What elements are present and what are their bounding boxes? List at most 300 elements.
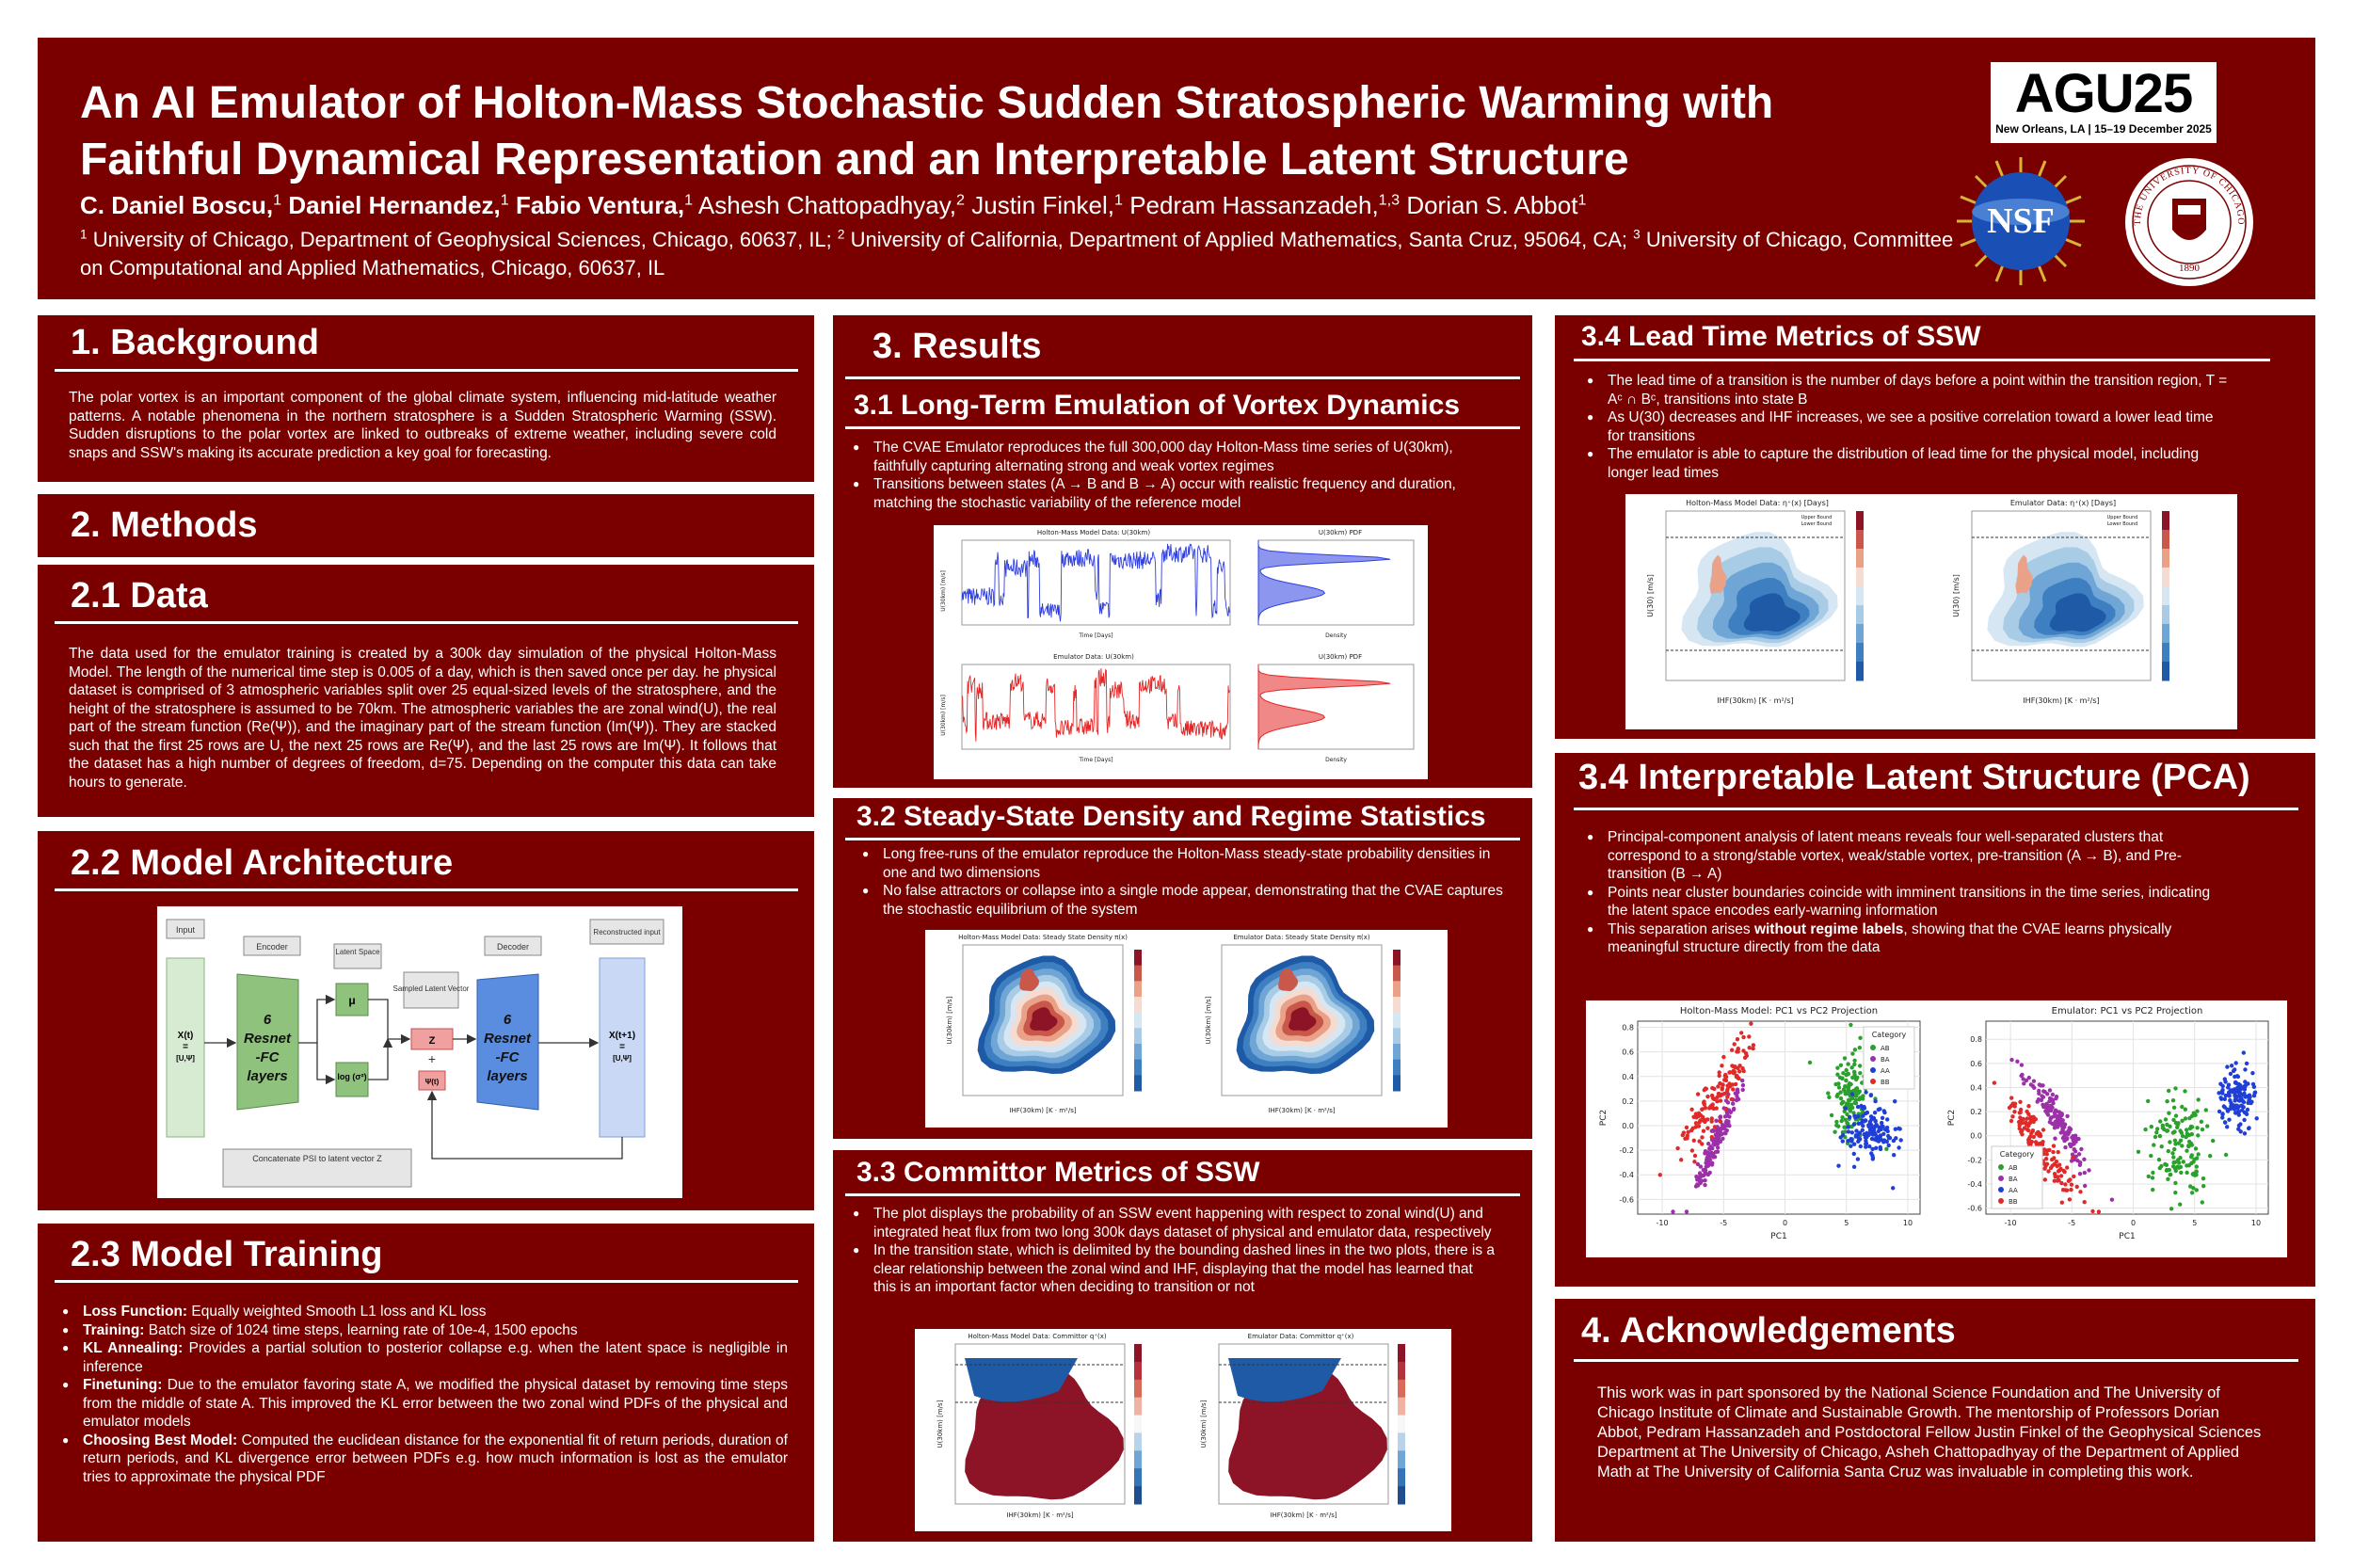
- scatter-point: [2243, 1067, 2247, 1071]
- scatter-point: [1858, 1046, 1862, 1049]
- scatter-point: [1711, 1153, 1715, 1157]
- colorbar-segment: [1134, 981, 1142, 997]
- scatter-point: [1697, 1124, 1701, 1128]
- colorbar-segment: [1134, 1398, 1142, 1416]
- scatter-point: [2023, 1126, 2026, 1129]
- scatter-point: [1856, 1091, 1860, 1095]
- scatter-point: [1844, 1092, 1848, 1096]
- scatter-point: [1727, 1114, 1731, 1118]
- scatter-point: [1854, 1134, 1858, 1138]
- scatter-point: [2010, 1114, 2014, 1118]
- y-tick-label: -0.4: [1619, 1171, 1634, 1180]
- scatter-point: [2151, 1171, 2154, 1175]
- scatter-point: [2009, 1119, 2013, 1123]
- figure-label: IHF(30km) [K · m²/s]: [1006, 1512, 1074, 1519]
- scatter-point: [1873, 1125, 1877, 1128]
- scatter-point: [1852, 1101, 1856, 1105]
- svg-text:1890: 1890: [2179, 263, 2200, 274]
- scatter-point: [1835, 1066, 1839, 1070]
- divider: [845, 838, 1520, 840]
- scatter-point: [2018, 1100, 2022, 1104]
- scatter-point: [1658, 1173, 1662, 1176]
- scatter-point: [1843, 1056, 1847, 1060]
- figure-label: IHF(30km) [K · m²/s]: [1717, 696, 1794, 705]
- methods-heading: 2. Methods: [71, 505, 258, 545]
- scatter-point: [2225, 1125, 2229, 1128]
- scatter-point: [2190, 1153, 2194, 1157]
- scatter-point: [1841, 1139, 1845, 1143]
- scatter-point: [2052, 1144, 2056, 1147]
- scatter-point: [2063, 1123, 2067, 1127]
- colorbar-segment: [1856, 511, 1864, 531]
- scatter-point: [1721, 1093, 1724, 1096]
- scatter-point: [1721, 1137, 1724, 1141]
- scatter-point: [2015, 1060, 2019, 1064]
- scatter-point: [1862, 1105, 1865, 1109]
- scatter-point: [2182, 1160, 2185, 1163]
- scatter-point: [2168, 1125, 2171, 1128]
- scatter-point: [2041, 1140, 2044, 1144]
- scatter-point: [2078, 1190, 2082, 1193]
- r32-heading: 3.2 Steady-State Density and Regime Statistics: [856, 801, 1486, 832]
- colorbar-segment: [2162, 568, 2169, 587]
- author-name: Fabio Ventura,: [515, 191, 685, 219]
- scatter-point: [2233, 1080, 2237, 1084]
- scatter-point: [2180, 1144, 2184, 1147]
- scatter-point: [2185, 1171, 2188, 1175]
- agu-logo: AGU25 New Orleans, LA | 15–19 December 2025: [1991, 62, 2217, 143]
- figure-label: IHF(30km) [K · m²/s]: [1270, 1512, 1337, 1519]
- figure-label: Time [Days]: [1079, 632, 1113, 639]
- r31-bullet: ● Transitions between states (A → B and B → A) occur with realistic frequency and duration, matching the stochastic variability of the reference model: [849, 475, 1508, 512]
- scatter-point: [2054, 1175, 2057, 1178]
- scatter-point: [2024, 1120, 2027, 1124]
- scatter-point: [1748, 1046, 1752, 1049]
- scatter-point: [1703, 1183, 1706, 1187]
- divider: [845, 1193, 1520, 1196]
- axis-label: U(30km) [m/s]: [1205, 996, 1212, 1045]
- scatter-point: [2190, 1125, 2194, 1128]
- scatter-point: [2053, 1111, 2057, 1114]
- scatter-point: [2224, 1153, 2228, 1157]
- scatter-point: [1850, 1092, 1854, 1096]
- scatter-point: [1861, 1113, 1865, 1117]
- r33-list: [849, 1205, 1498, 1297]
- training-bullet: ● Loss Function: Equally weighted Smooth L1 loss and KL loss: [58, 1303, 788, 1321]
- colorbar-segment: [1393, 950, 1401, 966]
- svg-text:Resnet: Resnet: [243, 1031, 292, 1047]
- scatter-point: [1875, 1137, 1879, 1141]
- scatter-point: [2167, 1112, 2170, 1115]
- scatter-point: [1871, 1157, 1875, 1160]
- scatter-point: [2240, 1104, 2244, 1108]
- scatter-point: [1899, 1138, 1903, 1142]
- scatter-point: [1685, 1126, 1689, 1129]
- axis-label: U(30km) [m/s]: [940, 695, 947, 736]
- scatter-point: [1892, 1153, 1896, 1157]
- scatter-point: [2211, 1139, 2215, 1143]
- scatter-point: [2030, 1117, 2034, 1121]
- scatter-point: [2045, 1148, 2049, 1152]
- scatter-point: [1690, 1127, 1694, 1130]
- axis-label: U(30km) [m/s]: [1200, 1400, 1208, 1448]
- scatter-point: [2236, 1075, 2240, 1079]
- scatter-point: [2169, 1207, 2173, 1210]
- scatter-point: [2036, 1099, 2040, 1103]
- scatter-point: [2174, 1169, 2178, 1173]
- svg-text:+: +: [427, 1051, 437, 1066]
- scatter-point: [1745, 1054, 1749, 1058]
- colorbar-segment: [2162, 549, 2169, 568]
- scatter-point: [1850, 1130, 1854, 1134]
- colorbar-segment: [1393, 981, 1401, 997]
- scatter-point: [1702, 1129, 1705, 1133]
- scatter-point: [2065, 1165, 2069, 1169]
- scatter-point: [2057, 1150, 2060, 1154]
- colorbar-segment: [2162, 605, 2169, 625]
- scatter-point: [2171, 1164, 2175, 1168]
- x-tick-label: 5: [1844, 1219, 1849, 1227]
- axis-label: U(30) [m/s]: [1952, 574, 1961, 617]
- scatter-point: [2220, 1091, 2224, 1095]
- scatter-point: [2050, 1158, 2054, 1161]
- scatter-point: [1859, 1144, 1863, 1148]
- svg-text:X(t+1): X(t+1): [608, 1031, 636, 1041]
- scatter-point: [2229, 1072, 2233, 1076]
- scatter-point: [2204, 1108, 2208, 1112]
- scatter-point: [2230, 1064, 2233, 1067]
- scatter-point: [2021, 1121, 2025, 1125]
- x-tick-label: -5: [2068, 1219, 2076, 1227]
- scatter-point: [2172, 1106, 2176, 1110]
- scatter-point: [2237, 1098, 2241, 1102]
- y-tick-label: 0.2: [1622, 1096, 1634, 1106]
- scatter-point: [2181, 1134, 2185, 1138]
- y-axis-label: PC2: [1599, 1109, 1609, 1127]
- scatter-point: [2066, 1132, 2070, 1136]
- scatter-point: [2068, 1197, 2072, 1201]
- results-heading: 3. Results: [872, 327, 1042, 366]
- author-affiliation-marker: 1: [1113, 191, 1123, 209]
- x-tick-label: 10: [2250, 1219, 2262, 1227]
- scatter-point: [1696, 1162, 1700, 1166]
- scatter-point: [2057, 1168, 2061, 1172]
- scatter-point: [1848, 1081, 1851, 1085]
- scatter-point: [2242, 1100, 2246, 1104]
- scatter-point: [1705, 1095, 1709, 1098]
- scatter-point: [1695, 1182, 1699, 1186]
- r34a-bullet: ● The emulator is able to capture the distribution of lead time for the physical model, including longer lead times: [1583, 445, 2233, 482]
- scatter-point: [1867, 1133, 1871, 1137]
- scatter-point: [1739, 1031, 1743, 1034]
- r34a-heading: 3.4 Lead Time Metrics of SSW: [1581, 321, 1981, 352]
- scatter-point: [2072, 1175, 2075, 1178]
- scatter-point: [2032, 1086, 2036, 1090]
- colorbar: [1856, 511, 1864, 681]
- svg-text:THE UNIVERSITY OF CHICAGO: THE UNIVERSITY OF CHICAGO: [2132, 165, 2247, 226]
- scatter-point: [1897, 1127, 1900, 1130]
- figure-label: Density: [1325, 632, 1347, 639]
- svg-text:=: =: [183, 1042, 188, 1052]
- scatter-point: [1701, 1107, 1705, 1111]
- colorbar: [2162, 511, 2169, 681]
- scatter-point: [1702, 1099, 1705, 1103]
- legend-label: AA: [1881, 1067, 1890, 1075]
- scatter-point: [1850, 1065, 1854, 1069]
- scatter-point: [2250, 1071, 2254, 1075]
- colorbar: [1134, 1344, 1142, 1505]
- scatter-point: [1709, 1145, 1713, 1149]
- scatter-point: [2191, 1172, 2195, 1176]
- scatter-point: [1735, 1049, 1738, 1053]
- author-list: [80, 190, 1962, 220]
- scatter-point: [1830, 1113, 1833, 1117]
- scatter-point: [2238, 1093, 2242, 1096]
- scatter-point: [2009, 1096, 2013, 1099]
- scatter-point: [1858, 1071, 1862, 1075]
- scatter-point: [1855, 1076, 1859, 1080]
- scatter-point: [1703, 1178, 1706, 1182]
- scatter-point: [1880, 1138, 1883, 1142]
- author-name: Pedram Hassanzadeh,: [1129, 191, 1379, 219]
- scatter-point: [2185, 1163, 2188, 1167]
- scatter-point: [1827, 1096, 1831, 1099]
- scatter-point: [1897, 1145, 1900, 1149]
- axis-label: U(30km) [m/s]: [936, 1400, 944, 1448]
- scatter-point: [2246, 1108, 2249, 1112]
- scatter-point: [2167, 1149, 2170, 1153]
- scatter-point: [1839, 1064, 1843, 1067]
- scatter-point: [1749, 1022, 1753, 1026]
- scatter-point: [2228, 1098, 2232, 1102]
- scatter-point: [2090, 1209, 2094, 1213]
- r32-bullet: ● Long free-runs of the emulator reproduce the Holton-Mass steady-state probability densities in one and two dimensions: [858, 845, 1508, 882]
- scatter-point: [1732, 1107, 1736, 1111]
- scatter-point: [2053, 1179, 2057, 1183]
- scatter-point: [1836, 1081, 1840, 1085]
- colorbar-segment: [1134, 1075, 1142, 1091]
- axis-label: U(30) [m/s]: [1646, 574, 1655, 617]
- author-name: C. Daniel Boscu,: [80, 191, 274, 219]
- divider: [1574, 808, 2298, 810]
- svg-text:Sampled Latent Vector: Sampled Latent Vector: [392, 984, 470, 993]
- scatter-point: [2062, 1169, 2066, 1173]
- scatter-point: [1696, 1092, 1700, 1096]
- scatter-point: [1719, 1114, 1722, 1118]
- scatter-point: [2008, 1106, 2011, 1110]
- scatter-point: [1840, 1115, 1844, 1119]
- figure-label: Emulator Data: U(30km): [1053, 653, 1134, 661]
- scatter-point: [1877, 1108, 1881, 1112]
- scatter-point: [2249, 1100, 2253, 1104]
- scatter-point: [1852, 1059, 1856, 1063]
- colorbar-segment: [1393, 1075, 1401, 1091]
- legend-label: BA: [1881, 1056, 1890, 1064]
- divider: [1574, 1359, 2298, 1362]
- scatter-point: [2149, 1154, 2153, 1158]
- colorbar-segment: [1134, 1028, 1142, 1044]
- scatter-point: [2157, 1158, 2161, 1161]
- scatter-point: [2171, 1155, 2175, 1159]
- scatter-point: [2075, 1185, 2079, 1189]
- timeseries-figure: [934, 525, 1428, 779]
- scatter-point: [2248, 1094, 2251, 1097]
- scatter-point: [1869, 1151, 1873, 1155]
- author-affiliation-marker: 1: [273, 191, 282, 209]
- scatter-point: [2227, 1118, 2231, 1122]
- scatter-point: [1848, 1115, 1851, 1119]
- scatter-point: [2060, 1201, 2064, 1205]
- scatter-point: [2246, 1101, 2249, 1105]
- scatter-point: [2159, 1164, 2163, 1168]
- scatter-point: [1736, 1066, 1739, 1070]
- divider: [55, 369, 798, 372]
- scatter-point: [1685, 1209, 1689, 1213]
- colorbar-segment: [1856, 643, 1864, 663]
- colorbar: [1398, 1344, 1405, 1505]
- scatter-point: [1842, 1088, 1846, 1092]
- uchicago-seal: [2123, 156, 2255, 288]
- scatter-point: [2046, 1104, 2050, 1108]
- scatter-point: [2009, 1058, 2013, 1062]
- scatter-point: [1690, 1148, 1694, 1152]
- scatter-point: [1838, 1076, 1842, 1080]
- scatter-point: [2240, 1108, 2244, 1112]
- scatter-point: [2151, 1188, 2154, 1192]
- scatter-point: [2059, 1174, 2063, 1177]
- legend-marker: [1998, 1198, 2004, 1204]
- scatter-point: [1849, 1023, 1852, 1027]
- scatter-point: [2173, 1142, 2177, 1145]
- scatter-point: [2187, 1133, 2191, 1137]
- scatter-point: [2164, 1117, 2168, 1121]
- scatter-point: [2029, 1131, 2033, 1135]
- scatter-point: [2197, 1097, 2201, 1101]
- scatter-point: [2237, 1124, 2241, 1128]
- scatter-point: [1741, 1088, 1745, 1092]
- scatter-point: [1730, 1048, 1734, 1052]
- colorbar-segment: [1398, 1380, 1405, 1398]
- colorbar-segment: [2162, 511, 2169, 531]
- r32-bullet: ● No false attractors or collapse into a single mode appear, demonstrating that the CVAE captures the stochastic equilibrium of the system: [858, 882, 1508, 919]
- scatter-point: [1731, 1064, 1735, 1068]
- figure-label: Holton-Mass Model Data: U(30km): [1036, 529, 1151, 536]
- scatter-point: [2083, 1200, 2087, 1204]
- scatter-point: [2069, 1188, 2073, 1192]
- scatter-point: [2051, 1093, 2055, 1096]
- scatter-point: [2201, 1184, 2205, 1188]
- scatter-point: [1715, 1106, 1719, 1110]
- colorbar-segment: [1393, 1013, 1401, 1029]
- scatter-point: [2227, 1090, 2231, 1094]
- svg-text:[U,Ψ]: [U,Ψ]: [613, 1054, 632, 1063]
- training-bullet: ● Training: Batch size of 1024 time steps, learning rate of 10e-4, 1500 epochs: [58, 1321, 788, 1340]
- legend-entry: Lower Bound: [1801, 521, 1833, 527]
- y-tick-label: 0.2: [1970, 1108, 1982, 1117]
- scatter-point: [1880, 1124, 1883, 1128]
- x-tick-label: -10: [1656, 1219, 1669, 1227]
- scatter-point: [2180, 1105, 2184, 1109]
- training-bullet: ● KL Annealing: Provides a partial solution to posterior collapse e.g. when the latent space is negligible in inference: [58, 1339, 788, 1376]
- scatter-point: [2166, 1128, 2169, 1132]
- colorbar-segment: [1398, 1344, 1405, 1362]
- scatter-point: [1705, 1127, 1709, 1130]
- scatter-point: [1853, 1115, 1857, 1119]
- scatter-point: [2059, 1112, 2063, 1115]
- figure-label: Density: [1325, 757, 1347, 763]
- scatter-point: [2193, 1113, 2197, 1117]
- scatter-point: [2051, 1150, 2055, 1154]
- legend-marker: [1870, 1079, 1876, 1084]
- background-heading: 1. Background: [71, 323, 319, 362]
- scatter-point: [2169, 1173, 2172, 1176]
- scatter-point: [2025, 1079, 2028, 1082]
- author-affiliation-marker: 2: [956, 191, 966, 209]
- scatter-point: [1860, 1118, 1864, 1122]
- scatter-point: [1864, 1144, 1867, 1148]
- scatter-point: [1872, 1116, 1876, 1120]
- y-tick-label: 0.0: [1970, 1131, 1982, 1141]
- scatter-point: [2070, 1183, 2073, 1187]
- author-affiliation-marker: 1: [1577, 191, 1587, 209]
- scatter-point: [1706, 1142, 1710, 1145]
- chart-title: Emulator: PC1 vs PC2 Projection: [2051, 1006, 2203, 1016]
- figure-label: IHF(30km) [K · m²/s]: [2023, 696, 2100, 705]
- svg-text:Reconstructed input: Reconstructed input: [593, 928, 661, 936]
- legend-title: Category: [1999, 1150, 2035, 1159]
- scatter-point: [2223, 1105, 2227, 1109]
- scatter-point: [2037, 1092, 2041, 1096]
- scatter-point: [2173, 1191, 2177, 1194]
- scatter-point: [1849, 1144, 1852, 1148]
- scatter-point: [2253, 1091, 2257, 1095]
- scatter-point: [2158, 1119, 2162, 1123]
- scatter-point: [1733, 1042, 1737, 1046]
- legend-label: AA: [2009, 1187, 2018, 1194]
- scatter-point: [2243, 1131, 2247, 1135]
- svg-text:μ: μ: [348, 994, 356, 1007]
- scatter-point: [2223, 1121, 2227, 1125]
- scatter-point: [1722, 1078, 1726, 1081]
- scatter-point: [2242, 1050, 2246, 1054]
- colorbar-segment: [1393, 966, 1401, 982]
- colorbar-segment: [1398, 1468, 1405, 1486]
- author-name: Dorian S. Abbot: [1406, 191, 1578, 219]
- scatter-point: [2190, 1143, 2194, 1146]
- scatter-point: [2019, 1108, 2023, 1112]
- scatter-point: [1716, 1131, 1720, 1135]
- scatter-point: [1741, 1048, 1745, 1052]
- r31-heading: 3.1 Long-Term Emulation of Vortex Dynamics: [854, 390, 1461, 421]
- r34b-bullet: ● Principal-component analysis of latent means reveals four well-separated clusters that correspond to a strong/stable vortex, weak/stable vortex, pre-transition (A → B), and Pre-transition (B → A): [1583, 828, 2233, 884]
- scatter-point: [2154, 1130, 2158, 1134]
- scatter-point: [2166, 1177, 2169, 1181]
- scatter-point: [1710, 1086, 1714, 1090]
- r34b-bullet: ● This separation arises without regime labels, showing that the CVAE learns physically meaningful structure directly from the data: [1583, 920, 2233, 957]
- scatter-point: [1686, 1134, 1689, 1138]
- scatter-point: [1705, 1158, 1708, 1161]
- scatter-point: [1891, 1186, 1895, 1190]
- scatter-point: [2171, 1160, 2175, 1164]
- scatter-point: [1692, 1139, 1696, 1143]
- scatter-point: [2242, 1118, 2246, 1122]
- scatter-point: [2041, 1083, 2044, 1087]
- leadtime-figure: [1625, 494, 2237, 729]
- y-tick-label: 0.4: [1622, 1072, 1634, 1081]
- scatter-point: [2179, 1139, 2183, 1143]
- training-bullet: ● Finetuning: Due to the emulator favoring state A, we modified the physical dataset by removing time steps from the middle of state A. This improved the KL error between the two zonal wind PDFs of the physical and emulator models: [58, 1376, 788, 1432]
- scatter-point: [2233, 1105, 2236, 1109]
